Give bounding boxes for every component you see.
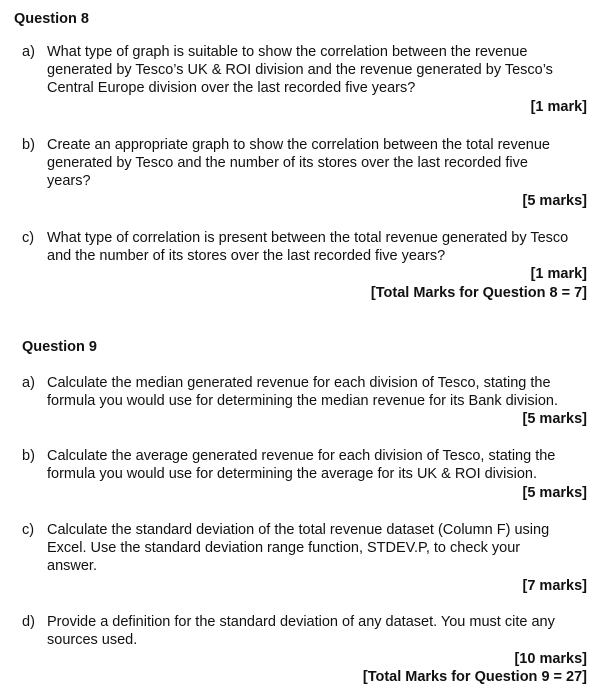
q9-c-line-1: Calculate the standard deviation of the total revenue dataset (Column F) using	[47, 522, 550, 538]
q9-c-marks: [7 marks]	[522, 578, 587, 594]
q8-a-line-2: generated by Tesco’s UK & ROI division and the revenue generated by Tesco’s	[47, 62, 553, 78]
q8-c-line-1: What type of correlation is present between the total revenue generated by Tesco	[47, 230, 569, 246]
q9-a-label: a)	[22, 375, 35, 391]
q9-a-line-1: Calculate the median generated revenue for each division of Tesco, stating the	[47, 375, 551, 391]
q9-d-label: d)	[22, 614, 35, 630]
q9-b-line-2: formula you would use for determining the average for its UK & ROI division.	[47, 466, 538, 482]
q9-d-line-2: sources used.	[47, 632, 138, 648]
q9-c-line-3: answer.	[47, 558, 97, 574]
q8-c-label: c)	[22, 230, 35, 246]
q9-b-marks: [5 marks]	[522, 485, 587, 501]
q9-d-marks: [10 marks]	[514, 651, 587, 667]
q8-b-line-1: Create an appropriate graph to show the correlation between the total revenue	[47, 137, 550, 153]
q8-b-line-2: generated by Tesco and the number of its stores over the last recorded five	[47, 155, 528, 171]
q8-b-label: b)	[22, 137, 35, 153]
question-8-title: Question 8	[14, 11, 89, 27]
q9-b-line-1: Calculate the average generated revenue for each division of Tesco, stating the	[47, 448, 556, 464]
q9-a-marks: [5 marks]	[522, 411, 587, 427]
q9-d-line-1: Provide a definition for the standard deviation of any dataset. You must cite any	[47, 614, 555, 630]
q8-c-marks: [1 mark]	[530, 266, 587, 282]
q9-total-marks: [Total Marks for Question 9 = 27]	[362, 669, 587, 685]
q9-c-line-2: Excel. Use the standard deviation range function, STDEV.P, to check your	[47, 540, 521, 556]
q8-c-line-2: and the number of its stores over the last recorded five years?	[47, 248, 446, 264]
q9-b-label: b)	[22, 448, 35, 464]
question-9-title: Question 9	[22, 339, 97, 355]
q9-c-label: c)	[22, 522, 35, 538]
q8-total-marks: [Total Marks for Question 8 = 7]	[370, 285, 587, 301]
q8-a-marks: [1 mark]	[530, 99, 587, 115]
q8-b-marks: [5 marks]	[522, 193, 587, 209]
q8-a-line-1: What type of graph is suitable to show the correlation between the revenue	[47, 44, 528, 60]
q8-a-label: a)	[22, 44, 35, 60]
q8-b-line-3: years?	[47, 173, 91, 189]
q8-a-line-3: Central Europe division over the last recorded five years?	[47, 80, 416, 96]
q9-a-line-2: formula you would use for determining the median revenue for its Bank division.	[47, 393, 558, 409]
